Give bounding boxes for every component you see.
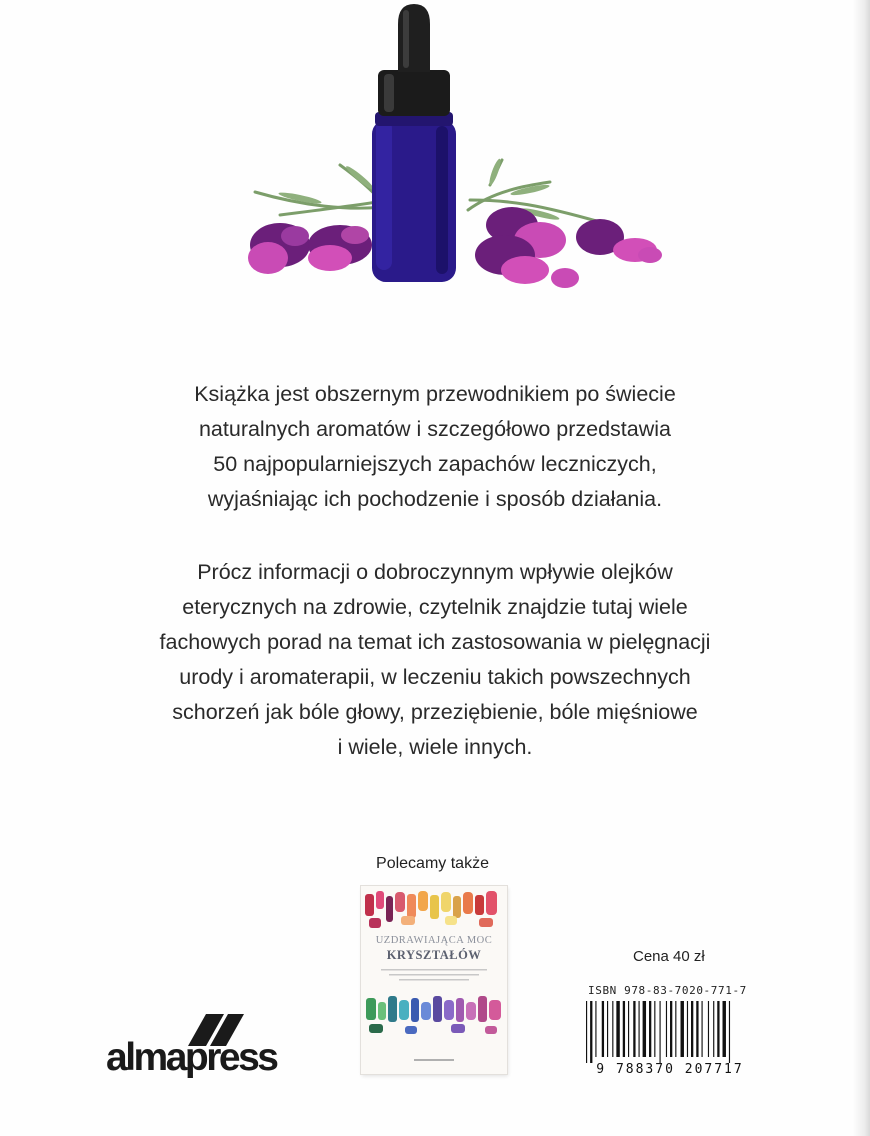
publisher-name: almapress (106, 1036, 277, 1079)
barcode-bar (643, 1001, 646, 1057)
isbn-label: ISBN 978-83-7020-771-7 (588, 984, 747, 997)
barcode-bar (628, 1001, 629, 1057)
barcode-bar (723, 1001, 726, 1057)
barcode-bar (616, 1001, 619, 1057)
barcode-bar (590, 1001, 592, 1063)
barcode-bar (675, 1001, 676, 1057)
book-author-line (361, 1056, 507, 1064)
price-label: Cena 40 zł (633, 948, 705, 965)
page-edge-shadow (852, 0, 870, 1136)
publisher-logo (106, 1008, 306, 1086)
book-subtitle-lines (375, 966, 493, 984)
recommended-book-cover[interactable] (361, 886, 507, 1074)
barcode-bar (586, 1001, 587, 1063)
barcode-bar (713, 1001, 714, 1057)
essential-oil-bottle-image (240, 0, 670, 310)
barcode-bar (717, 1001, 719, 1057)
barcode-bar (612, 1001, 613, 1057)
barcode-bar (639, 1001, 640, 1057)
barcode-bar (633, 1001, 635, 1057)
barcode-bar (702, 1001, 703, 1057)
barcode-bar (670, 1001, 672, 1057)
barcode-bar (660, 1001, 661, 1063)
description-paragraph-1: Książka jest obszernym przewodnikiem po świecie naturalnych aromatów i szczegółowo przedstawia 50 najpopularniejszych zapachów leczniczych, wyjaśniając ich pochodzenie i sposób działania. (194, 382, 676, 511)
recommended-book-title-line1: UZDRAWIAJĄCA MOC (375, 935, 493, 946)
barcode-bar (729, 1001, 730, 1063)
barcode-bar (666, 1001, 667, 1057)
isbn-barcode (578, 1001, 763, 1075)
barcode-bar (654, 1001, 655, 1057)
barcode-bar (687, 1001, 688, 1057)
barcode-bar (623, 1001, 625, 1057)
barcode-bar (681, 1001, 684, 1057)
barcode-bar (602, 1001, 604, 1057)
barcode-bar (708, 1001, 709, 1057)
barcode-bar (696, 1001, 698, 1057)
barcode-bar (595, 1001, 596, 1057)
barcode-digits: 9 788370 207717 (596, 1062, 744, 1075)
description-paragraph-2: Prócz informacji o dobroczynnym wpływie olejków eterycznych na zdrowie, czytelnik znajdzie tutaj wiele fachowych porad na temat ich zastosowania w pielęgnacji urody i aromaterapii, w leczeniu takich powszechnych schorzeń jak bóle głowy, przeziębienie, bóle mięśniowe i wiele, wiele innych. (159, 560, 711, 759)
barcode-bar (691, 1001, 693, 1057)
barcode-bar (649, 1001, 651, 1057)
recommended-label: Polecamy także (376, 855, 489, 872)
barcode-bar (607, 1001, 608, 1057)
recommended-book-title-line2: KRYSZTAŁÓW (386, 948, 482, 962)
